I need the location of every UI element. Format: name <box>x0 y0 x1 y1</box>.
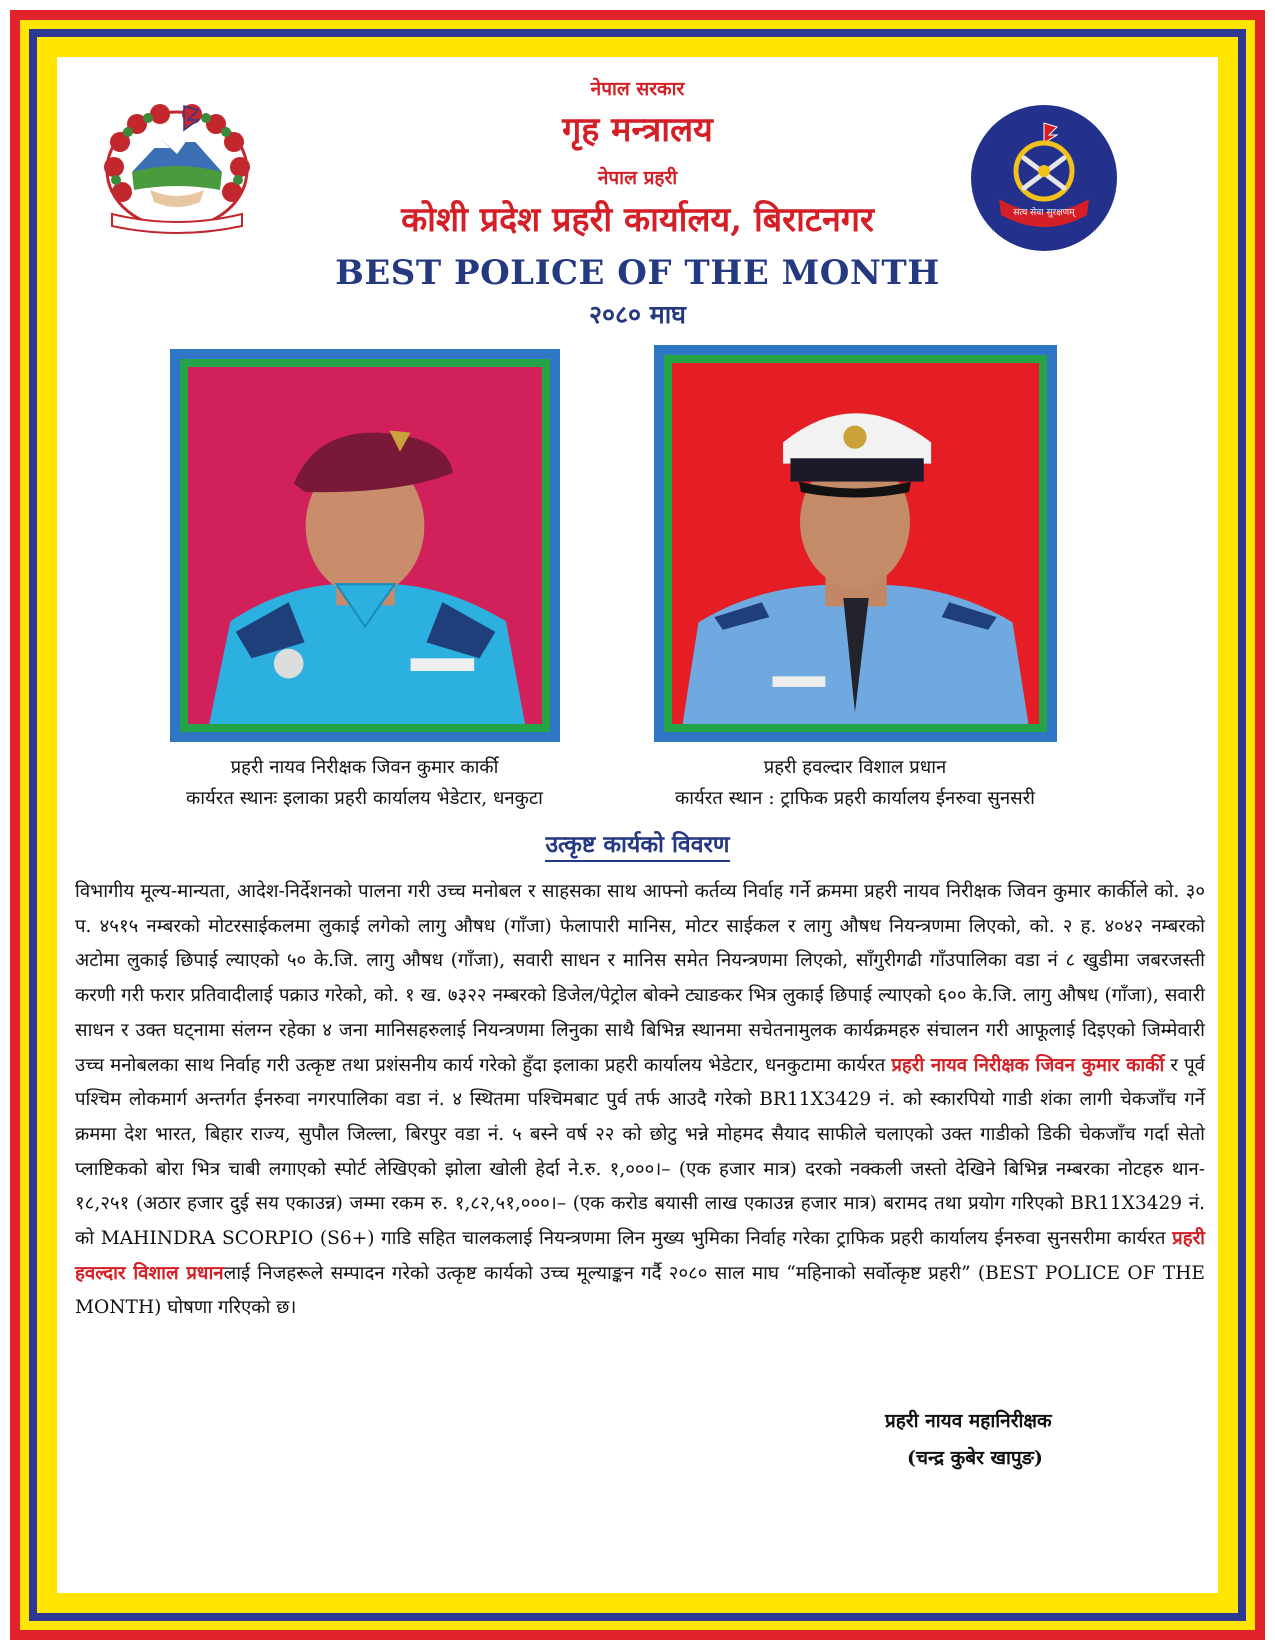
awardee-2-caption <box>605 752 1105 814</box>
header-ministry: गृह मन्त्रालय <box>562 110 713 150</box>
section-title-text: उत्कृष्ट कार्यको विवरण <box>545 831 729 862</box>
citation-part-3: लाई निजहरूले सम्पादन गरेको उत्कृष्ट कार्यको उच्च मूल्याङ्कन गर्दै २०८० साल माघ “महिनाको सर्वोत्कृष्ट प्रहरी” (BEST POLICE OF THE MONTH) घोषणा गरिएको छ। <box>75 1262 1205 1319</box>
awardee-1-caption <box>117 752 612 814</box>
citation-highlight-awardee-1: प्रहरी नायव निरीक्षक जिवन कुमार कार्की <box>891 1054 1165 1076</box>
poster-content <box>57 57 1218 1593</box>
awardee-2-name: प्रहरी हवल्दार विशाल प्रधान <box>763 757 947 778</box>
signature-name: (चन्द्र कुबेर खापुङ) <box>907 1447 1043 1469</box>
header-award-title: BEST POLICE OF THE MONTH <box>335 253 940 293</box>
awardee-1-name: प्रहरी नायव निरीक्षक जिवन कुमार कार्की <box>230 757 499 778</box>
signature-title: प्रहरी नायव महानिरीक्षक <box>885 1410 1052 1432</box>
header-nepal-police: नेपाल प्रहरी <box>597 167 678 189</box>
citation-part-1: विभागीय मूल्य-मान्यता, आदेश-निर्देशनको पालना गरी उच्च मनोबल र साहसका साथ आफ्नो कर्तव्य निर्वाह गर्ने क्रममा प्रहरी नायव निरीक्षक जिवन कुमार कार्कीले को. ३० प. ४५१५ नम्बरको मोटरसाईकलमा लुकाई लगेको लागु औषध (गाँजा) फेलापारी मानिस, मोटर साईकल र लागु औषध नियन्त्रणमा लिएको, को. २ ह. ४०४२ नम्बरको अटोमा लुकाई छिपाई ल्याएको ५० के.जि. लागु औषध (गाँजा), सवारी साधन र मानिस समेत नियन्त्रणमा लिएको, साँगुरीगढी गाँउपालिका वडा नं ८ खुडीमा जबरजस्ती करणी गरी फरार प्रतिवादीलाई पक्राउ गरेको, को. १ ख. ७३२२ नम्बरको डिजेल/पेट्रोल बोक्ने ट्याङकर भित्र लुकाई छिपाई ल्याएको ६०० के.जि. लागु औषध (गाँजा), सवारी साधन र उक्त घट्नामा संलग्न रहेका ४ जना मानिसहरुलाई नियन्त्रणमा लिनुका साथै बिभिन्न स्थानमा सचेतनामुलक कार्यक्रमहरु संचालन गरी आफूलाई दिइएको जिम्मेवारी उच्च मनोबलका साथ निर्वाह गरी उत्कृष्ट तथा प्रशंसनीय कार्य गरेको हुँदा इलाका प्रहरी कार्यालय भेडेटार, धनकुटामा कार्यरत <box>75 881 1205 1076</box>
header-office: कोशी प्रदेश प्रहरी कार्यालय, बिराटनगर <box>401 200 874 240</box>
awardee-2-place: कार्यरत स्थान : ट्राफिक प्रहरी कार्यालय ईनरुवा सुनसरी <box>675 788 1035 809</box>
awardee-1-place: कार्यरत स्थानः इलाका प्रहरी कार्यालय भेडेटार, धनकुटा <box>186 788 543 809</box>
citation-highlight-awardee-2: प्रहरी हवल्दार विशाल प्रधान <box>75 1228 1205 1284</box>
police-motto-text: सत्य सेवा सुरक्षणम् <box>1013 208 1075 218</box>
header-government: नेपाल सरकार <box>590 78 685 100</box>
citation-body <box>75 875 1205 1326</box>
awardee-photo-1 <box>188 367 542 724</box>
awardee-photo-2 <box>672 363 1039 724</box>
awardee-photo-1-frame <box>170 349 560 742</box>
awardee-photo-2-frame <box>654 345 1057 742</box>
citation-part-2: र पूर्व पश्चिम लोकमार्ग अन्तर्गत ईनरुवा नगरपालिका वडा नं. ४ स्थितमा पश्चिमबाट पुर्व तर्फ आउदै गरेको BR11X3429 नं. को स्कारपियो गाडी शंका लागी चेकजाँच गर्ने क्रममा देश भारत, बिहार राज्य, सुपौल जिल्ला, बिरपुर वडा नं. ५ बस्ने वर्ष २२ को छोटु भन्ने मोहमद सैयाद साफीले चलाएको उक्त गाडीको डिकी चेकजाँच गर्दा सेतो प्लाष्टिकको बोरा भित्र चाबी लगाएको स्पोर्ट लेखिएको झोला खोली हेर्दा ने.रु. १,०००।– (एक हजार मात्र) दरको नक्कली जस्तो देखिने बिभिन्न नम्बरका नोटहरु थान- १८,२५१ (अठार हजार दुई सय एकाउन्न) जम्मा रकम रु. १,८२,५१,०००।– (एक करोड बयासी लाख एकाउन्न हजार मात्र) बरामद तथा प्रयोग गरिएको BR11X3429 नं. को MAHINDRA SCORPIO (S6+) गाडि सहित चालकलाई नियन्त्रणमा लिन मुख्य भुमिका निर्वाह गरेका ट्राफिक प्रहरी कार्यालय ईनरुवा सुनसरीमा कार्यरत <box>75 1054 1205 1250</box>
section-title <box>57 827 1218 859</box>
header-date: २०८० माघ <box>589 300 686 329</box>
